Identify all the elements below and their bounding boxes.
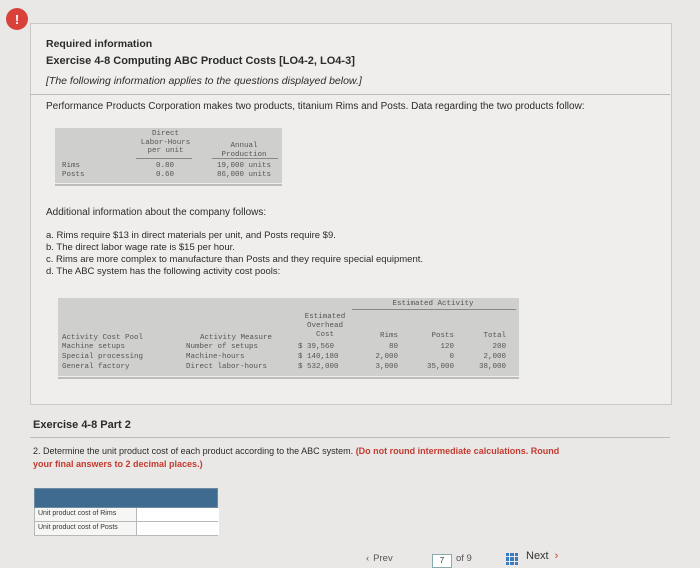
- page-number-box[interactable]: 7: [432, 554, 452, 568]
- posts-cell: 0: [449, 353, 454, 361]
- answer-label: Unit product cost of Rims: [38, 510, 117, 517]
- posts-cell: 120: [440, 343, 454, 351]
- grid-icon[interactable]: [506, 553, 518, 565]
- row-dlh-rims: 0.80: [155, 162, 174, 170]
- page-total: of 9: [456, 553, 472, 564]
- answer-row: [34, 522, 218, 536]
- measure-cell: Number of setups: [186, 343, 259, 351]
- estimated-activity-header: Estimated Activity: [392, 300, 474, 308]
- measure-header: Activity Measure: [200, 334, 273, 342]
- pool-header: Activity Cost Pool: [62, 334, 144, 342]
- part-title: Exercise 4-8 Part 2: [33, 419, 131, 431]
- row-production-posts: 86,000 units: [216, 171, 271, 179]
- overhead-cell: $ 532,000: [298, 363, 339, 371]
- rims-cell: 3,000: [375, 363, 398, 371]
- question-text: 2. Determine the unit product cost of each product according to the ABC system. (Do not round intermediate calculations. Round: [33, 446, 560, 456]
- exercise-title: Exercise 4-8 Computing ABC Product Costs [LO4-2, LO4-3]: [46, 55, 355, 67]
- total-header: Total: [483, 332, 506, 340]
- total-cell: 200: [492, 343, 506, 351]
- question-instruction: your final answers to 2 decimal places.): [33, 459, 203, 469]
- row-dlh-posts: 0.60: [155, 171, 174, 179]
- row-name-posts: Posts: [62, 171, 85, 179]
- answer-row: [34, 508, 218, 522]
- chevron-left-icon: ‹: [366, 553, 370, 564]
- alert-icon: !: [6, 8, 28, 30]
- overhead-header: Estimated Overhead Cost: [304, 313, 346, 339]
- answer-table-header: [34, 488, 218, 508]
- rims-header: Rims: [379, 332, 398, 340]
- measure-cell: Machine-hours: [186, 353, 245, 361]
- posts-header: Posts: [431, 332, 454, 340]
- next-button[interactable]: Next ›: [526, 550, 559, 562]
- table-rule: [55, 184, 282, 186]
- rims-cell: 2,000: [375, 353, 398, 361]
- prev-button[interactable]: ‹ Prev: [366, 553, 393, 564]
- row-name-rims: Rims: [62, 162, 81, 170]
- posts-cost-input[interactable]: [136, 522, 219, 535]
- divider: [30, 437, 670, 438]
- info-note: [The following information applies to the questions displayed below.]: [46, 75, 362, 87]
- additional-item: b. The direct labor wage rate is $15 per hour.: [46, 242, 235, 253]
- row-production-rims: 19,000 units: [216, 162, 271, 170]
- header-underline: [212, 158, 278, 159]
- dlh-header: Direct Labor-Hours per unit: [140, 130, 191, 155]
- additional-item: c. Rims are more complex to manufacture than Posts and they require special equipment.: [46, 254, 424, 265]
- divider: [30, 94, 670, 95]
- overhead-cell: $ 140,180: [298, 353, 339, 361]
- additional-item: a. Rims require $13 in direct materials per unit, and Posts require $9.: [46, 230, 336, 241]
- table-rule: [58, 377, 519, 379]
- intro-text: Performance Products Corporation makes two products, titanium Rims and Posts. Data regarding the two products follow:: [46, 101, 585, 112]
- required-heading: Required information: [46, 38, 153, 50]
- header-underline: [136, 158, 192, 159]
- answer-table: [34, 488, 218, 536]
- total-cell: 2,000: [483, 353, 506, 361]
- posts-cell: 35,000: [426, 363, 454, 371]
- total-cell: 38,000: [478, 363, 506, 371]
- header-underline: [352, 309, 516, 310]
- pool-cell: Special processing: [62, 353, 144, 361]
- overhead-cell: $ 39,560: [298, 343, 335, 351]
- chevron-right-icon: ›: [554, 550, 559, 562]
- additional-item: d. The ABC system has the following activity cost pools:: [46, 266, 281, 277]
- rims-cell: 80: [388, 343, 398, 351]
- pool-cell: Machine setups: [62, 343, 126, 351]
- additional-title: Additional information about the company follows:: [46, 207, 267, 218]
- pool-cell: General factory: [62, 363, 130, 371]
- rims-cost-input[interactable]: [136, 508, 219, 521]
- measure-cell: Direct labor-hours: [186, 363, 268, 371]
- answer-label: Unit product cost of Posts: [38, 524, 118, 531]
- production-header: Annual Production: [221, 142, 267, 159]
